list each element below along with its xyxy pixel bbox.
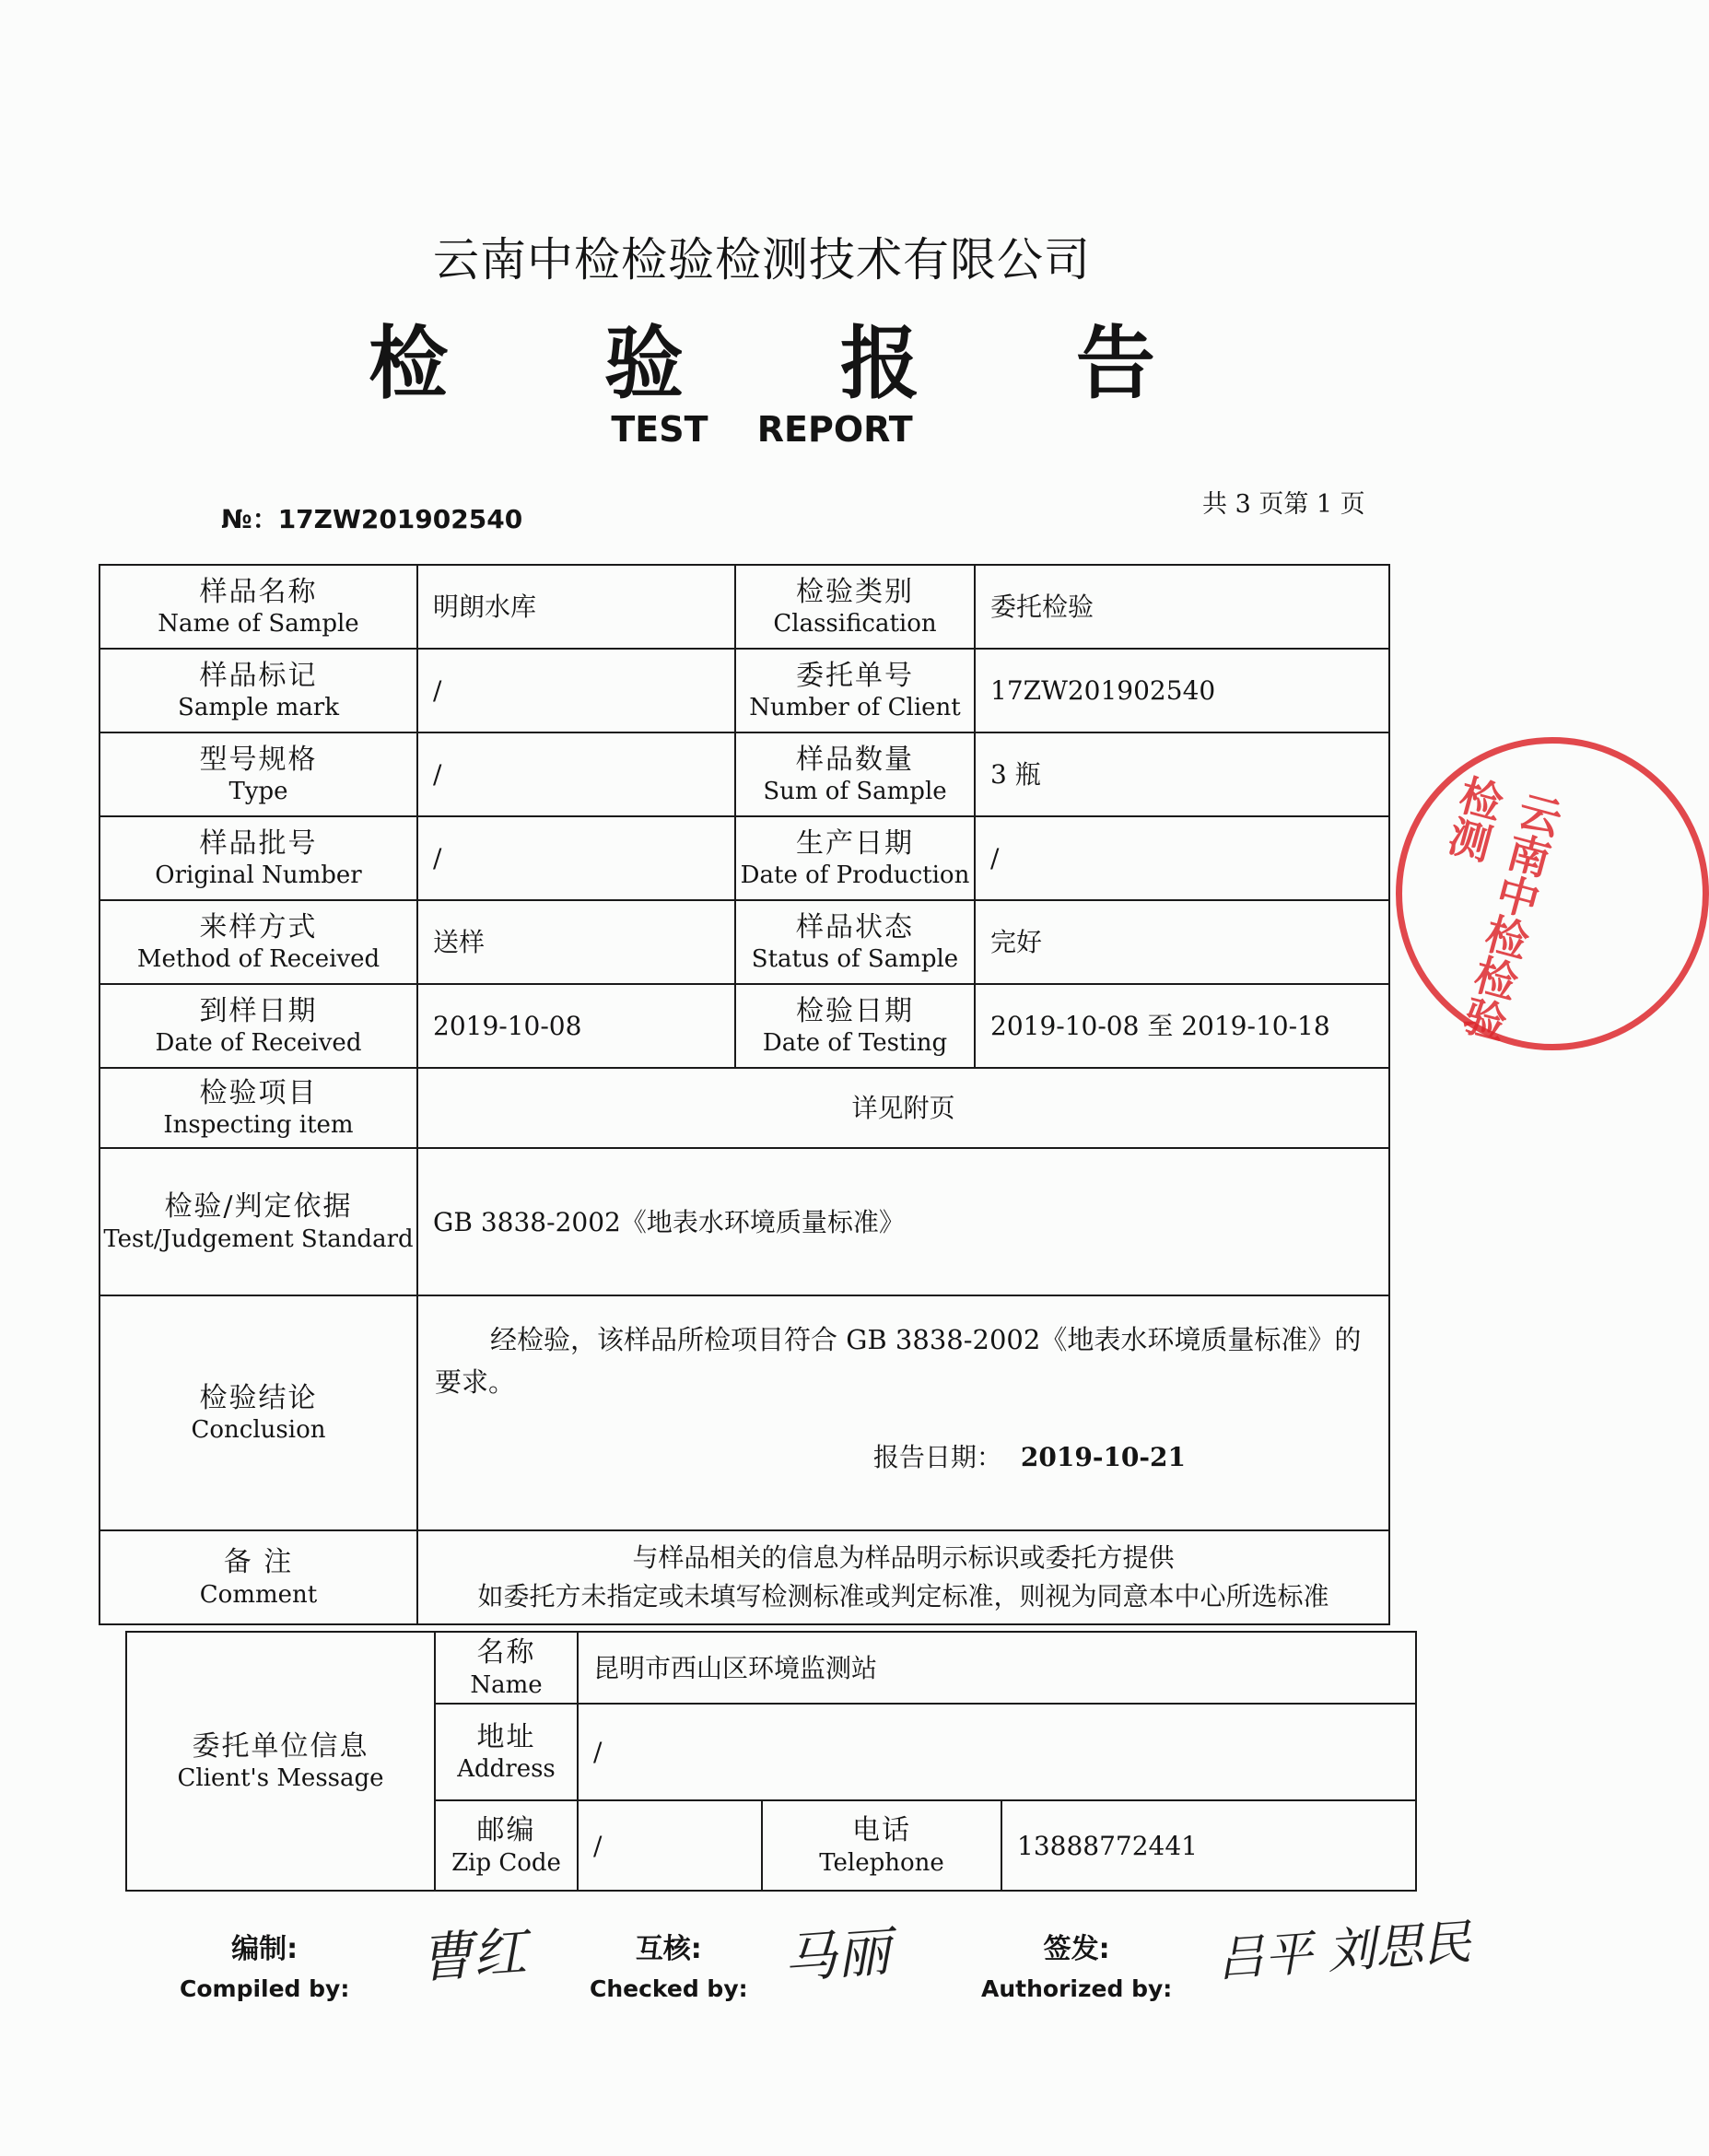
conclusion-cell <box>417 1295 1389 1530</box>
table-row <box>99 1295 1389 1530</box>
value-sample-name: 明朗水库 <box>417 565 735 649</box>
label-sample-mark: 样品标记 Sample mark <box>99 649 417 732</box>
label-date-received: 到样日期 Date of Received <box>99 984 417 1068</box>
label-sample-status: 样品状态 Status of Sample <box>735 900 975 984</box>
label-inspecting-item: 检验项目 Inspecting item <box>99 1068 417 1148</box>
label-production-date: 生产日期 Date of Production <box>735 816 975 900</box>
report-title: 检 验 报 告 <box>369 317 1220 410</box>
checked-by-label: 互核: Checked by: <box>590 1933 748 2002</box>
table-row <box>99 565 1389 649</box>
label-client-address: 地址 Address <box>435 1704 578 1800</box>
report-table <box>99 564 1390 1625</box>
label-telephone: 电话 Telephone <box>762 1800 1001 1891</box>
label-original-number: 样品批号 Original Number <box>99 816 417 900</box>
value-date-testing: 2019-10-08 至 2019-10-18 <box>975 984 1389 1068</box>
compiled-signature: 曹红 <box>417 1920 529 1990</box>
value-sum-sample: 3 瓶 <box>975 732 1389 816</box>
report-date: 报告日期： 2019-10-21 <box>872 1441 1186 1472</box>
value-original-number: / <box>417 816 735 900</box>
label-zip-code: 邮编 Zip Code <box>435 1800 578 1891</box>
client-info-table <box>125 1631 1417 1892</box>
label-client-message: 委托单位信息 Client's Message <box>126 1632 435 1891</box>
compiled-by-label: 编制: Compiled by: <box>180 1933 350 2002</box>
value-production-date: / <box>975 816 1389 900</box>
label-standard: 检验/判定依据 Test/Judgement Standard <box>99 1148 417 1295</box>
value-date-received: 2019-10-08 <box>417 984 735 1068</box>
value-client-name: 昆明市西山区环境监测站 <box>578 1632 1416 1704</box>
table-row <box>99 1530 1389 1624</box>
value-client-address: / <box>578 1704 1416 1800</box>
label-comment: 备 注 Comment <box>99 1530 417 1624</box>
table-row <box>99 984 1389 1068</box>
label-client-number: 委托单号 Number of Client <box>735 649 975 732</box>
value-method-received: 送样 <box>417 900 735 984</box>
value-zip-code: / <box>578 1800 762 1891</box>
value-classification: 委托检验 <box>975 565 1389 649</box>
label-sum-sample: 样品数量 Sum of Sample <box>735 732 975 816</box>
table-row <box>99 1068 1389 1148</box>
table-row <box>99 900 1389 984</box>
report-subtitle: TEST REPORT <box>611 409 913 450</box>
label-date-testing: 检验日期 Date of Testing <box>735 984 975 1068</box>
page-info: 共 3 页第 1 页 <box>1202 490 1365 519</box>
authorized-signature: 吕平 刘思民 <box>1214 1915 1473 1988</box>
value-standard: GB 3838-2002《地表水环境质量标准》 <box>417 1148 1389 1295</box>
label-sample-name: 样品名称 Name of Sample <box>99 565 417 649</box>
value-client-number: 17ZW201902540 <box>975 649 1389 732</box>
authorized-by-label: 签发: Authorized by: <box>981 1933 1173 2002</box>
table-row <box>99 1148 1389 1295</box>
value-sample-status: 完好 <box>975 900 1389 984</box>
official-seal <box>1396 737 1709 1050</box>
label-conclusion: 检验结论 Conclusion <box>99 1295 417 1530</box>
conclusion-text: 经检验，该样品所检项目符合 GB 3838-2002《地表水环境质量标准》的要求。 <box>435 1324 1362 1399</box>
table-row <box>99 816 1389 900</box>
checked-signature: 马丽 <box>781 1920 893 1990</box>
company-name: 云南中检检验检测技术有限公司 <box>433 233 1091 287</box>
label-type: 型号规格 Type <box>99 732 417 816</box>
comment-line-2: 如委托方未指定或未填写检测标准或判定标准，则视为同意本中心所选标准 <box>477 1581 1329 1611</box>
value-telephone: 13888772441 <box>1001 1800 1416 1891</box>
value-comment <box>417 1530 1389 1624</box>
comment-line-1: 与样品相关的信息为样品明示标识或委托方提供 <box>632 1542 1175 1573</box>
seal-text: 云南中检检验检测 <box>1438 770 1567 1045</box>
report-number: №：17ZW201902540 <box>221 504 523 534</box>
label-classification: 检验类别 Classification <box>735 565 975 649</box>
value-sample-mark: / <box>417 649 735 732</box>
value-type: / <box>417 732 735 816</box>
label-method-received: 来样方式 Method of Received <box>99 900 417 984</box>
table-row <box>99 649 1389 732</box>
label-client-name: 名称 Name <box>435 1632 578 1704</box>
table-row <box>126 1632 1416 1704</box>
value-inspecting-item: 详见附页 <box>417 1068 1389 1148</box>
table-row <box>99 732 1389 816</box>
